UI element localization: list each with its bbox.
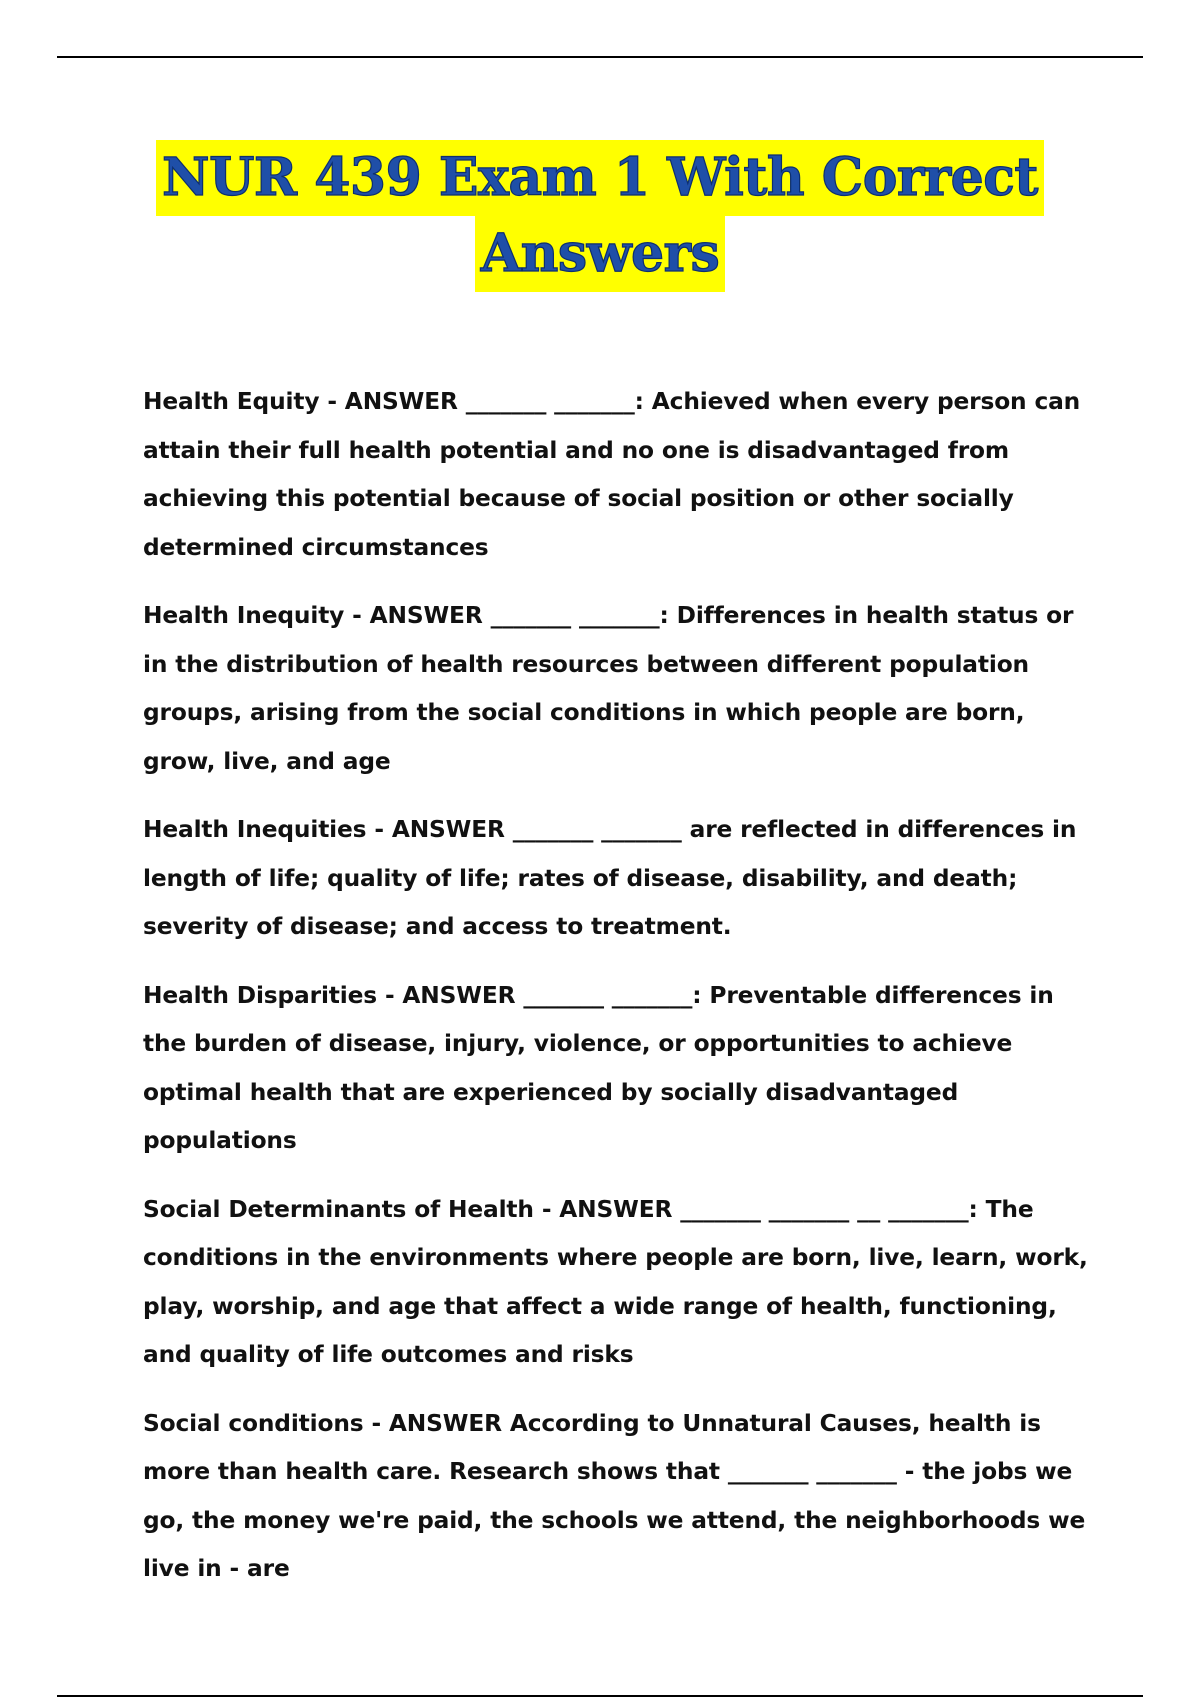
document-title	[0, 140, 1200, 292]
entry-health-equity: Health Equity - ANSWER _______ _______: Achieved when every person can attain their full health potential and no one is disadvantaged from achieving this potential because of social position or other socially determined circumstances	[143, 388, 1081, 561]
entry-health-inequities: Health Inequities - ANSWER _______ _______ are reflected in differences in length of life; quality of life; rates of disease, disability, and death; severity of disease; and access to treatment.	[143, 816, 1077, 940]
title-line-2: Answers	[475, 216, 725, 292]
entry-social-conditions: Social conditions - ANSWER According to Unnatural Causes, health is more than health care. Research shows that _______ _______ - the jobs we go, the money we're paid, the schools we attend, the neighborhoods we live in - are	[143, 1409, 1086, 1582]
title-line-1: NUR 439 Exam 1 With Correct	[156, 140, 1044, 216]
entry-health-inequity: Health Inequity - ANSWER _______ _______: Differences in health status or in the distribution of health resources between different population groups, arising from the social conditions in which people are born, grow, live, and age	[143, 602, 1074, 775]
top-rule	[57, 56, 1143, 58]
entry-social-determinants: Social Determinants of Health - ANSWER _______ _______ __ _______: The conditions in the environments where people are born, live, learn, work, play, worship, and age that affect a wide range of health, functioning, and quality of life outcomes and risks	[143, 1195, 1088, 1368]
entry-health-disparities: Health Disparities - ANSWER _______ _______: Preventable differences in the burden of disease, injury, violence, or opportunities to achieve optimal health that are experienced by socially disadvantaged populations	[143, 981, 1054, 1154]
document-body	[143, 378, 1093, 1614]
bottom-rule	[57, 1695, 1143, 1697]
